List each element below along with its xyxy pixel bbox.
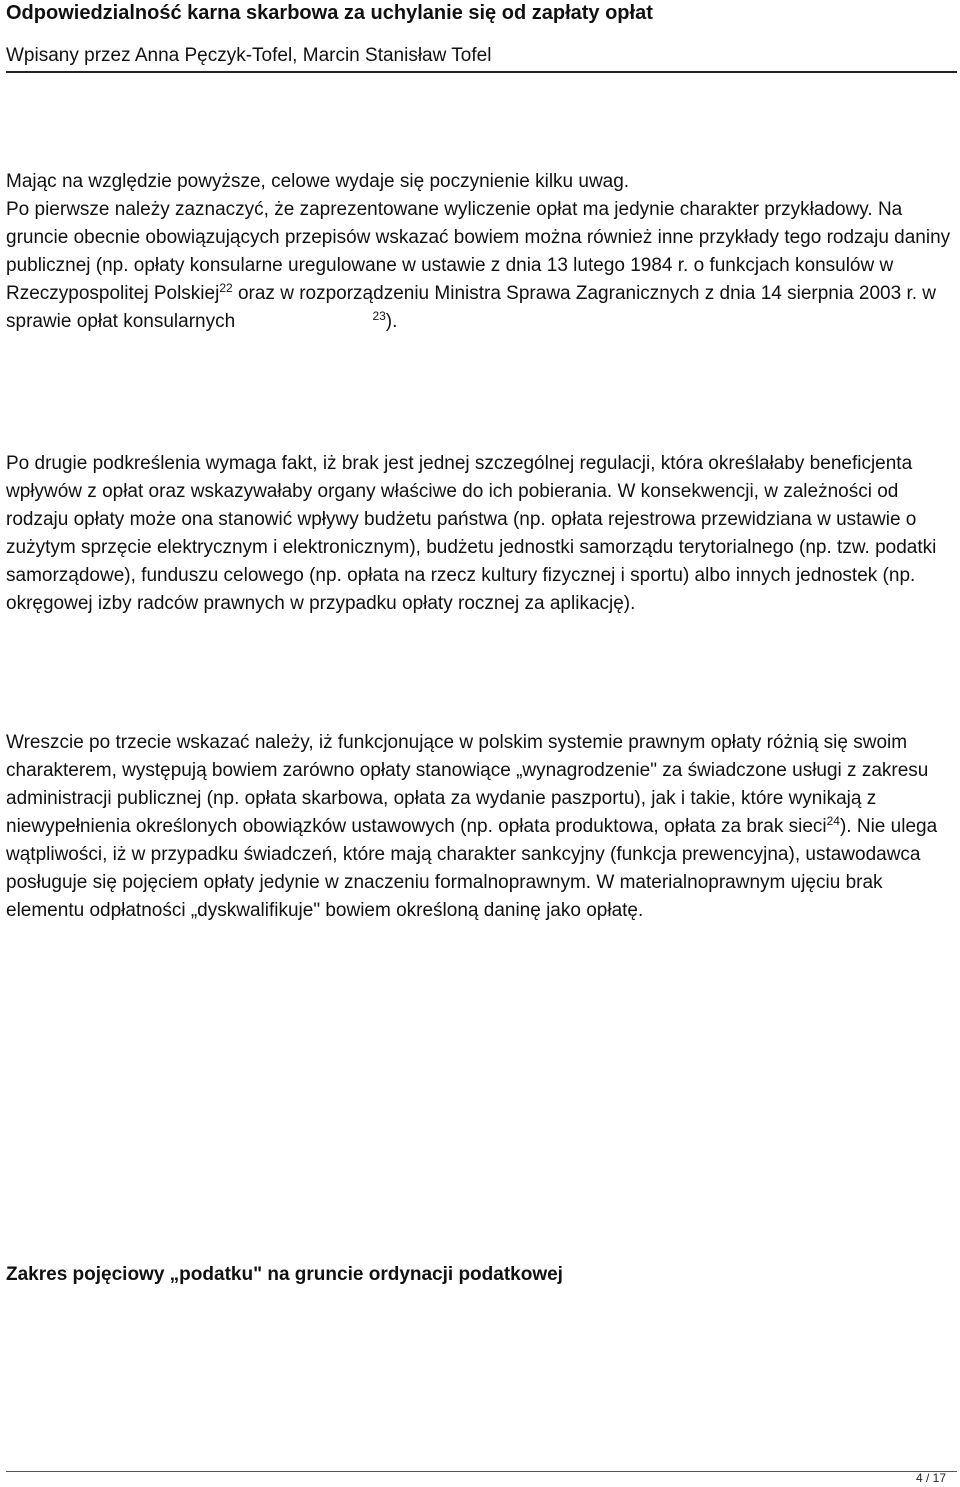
- document-authors: Wpisany przez Anna Pęczyk-Tofel, Marcin Stanisław Tofel: [6, 45, 492, 66]
- paragraph-third-remark: [6, 729, 954, 925]
- footnote-ref-24[interactable]: 24: [826, 814, 840, 828]
- page-number: 4 / 17: [915, 1471, 946, 1485]
- paragraph-text: ).: [385, 311, 398, 332]
- footnote-ref-23[interactable]: 23: [372, 309, 386, 323]
- footer-divider: [6, 1471, 957, 1472]
- header-divider: [6, 71, 957, 73]
- paragraph-second-remark: [6, 450, 954, 618]
- paragraph-first-point: [6, 196, 954, 336]
- paragraph-first-remark: [6, 168, 954, 336]
- paragraph-text: ). Nie ulega wątpliwości, iż w przypadku świadczeń, które mają charakter sankcyjny (funkcja prewencyjna), ustawodawca posługuje się pojęciem opłaty jedynie w znaczeniu formalnoprawnym. W materialnoprawnym ujęciu brak elementu odpłatności „dyskwalifikuje" bowiem określoną daninę jako opłatę.: [6, 816, 938, 921]
- paragraph-intro-line: Mając na względzie powyższe, celowe wydaje się poczynienie kilku uwag.: [6, 171, 630, 192]
- footnote-ref-22[interactable]: 22: [219, 281, 233, 295]
- paragraph-text: Po pierwsze należy zaznaczyć, że zaprezentowane wyliczenie opłat ma jedynie charakter przykładowy. Na gruncie obecnie obowiązujących przepisów wskazać bowiem można również inne przykłady tego rodzaju daniny publicznej (np. opłaty konsularne uregulowane w ustawie z dnia 13 lutego 1984 r. o funkcjach konsulów w Rzeczypospolitej Polskiej: [6, 199, 951, 304]
- section-heading: Zakres pojęciowy „podatku" na gruncie ordynacji podatkowej: [6, 1264, 563, 1285]
- document-title: Odpowiedzialność karna skarbowa za uchylanie się od zapłaty opłat: [6, 2, 653, 24]
- page-header: [6, 0, 954, 69]
- paragraph-text: oraz w rozporządzeniu Ministra Sprawa Zagranicznych z dnia 14 sierpnia 2003 r. w sprawie opłat konsularnych: [6, 283, 937, 332]
- paragraph-third-point: [6, 729, 954, 925]
- paragraph-text: Po drugie podkreślenia wymaga fakt, iż brak jest jednej szczególnej regulacji, która określałaby beneficjenta wpływów z opłat oraz wskazywałaby organy właściwe do ich pobierania. W konsekwencji, w zależności od rodzaju opłaty może ona stanowić wpływy budżetu państwa (np. opłata rejestrowa przewidziana w ustawie o zużytym sprzęcie elektrycznym i elektronicznym), budżetu jednostki samorządu terytorialnego (np. tzw. podatki samorządowe), funduszu celowego (np. opłata na rzecz kultury fizycznej i sportu) albo innych jednostek (np. okręgowej izby radców prawnych w przypadku opłaty rocznej za aplikację).: [6, 453, 937, 614]
- paragraph-text: Wreszcie po trzecie wskazać należy, iż funkcjonujące w polskim systemie prawnym opłaty różnią się swoim charakterem, występują bowiem zarówno opłaty stanowiące „wynagrodzenie" za świadczone usługi z zakresu administracji publicznej (np. opłata skarbowa, opłata za wydanie paszportu), jak i takie, które wynikają z niewypełnienia określonych obowiązków ustawowych (np. opłata produktowa, opłata za brak sieci: [6, 732, 929, 837]
